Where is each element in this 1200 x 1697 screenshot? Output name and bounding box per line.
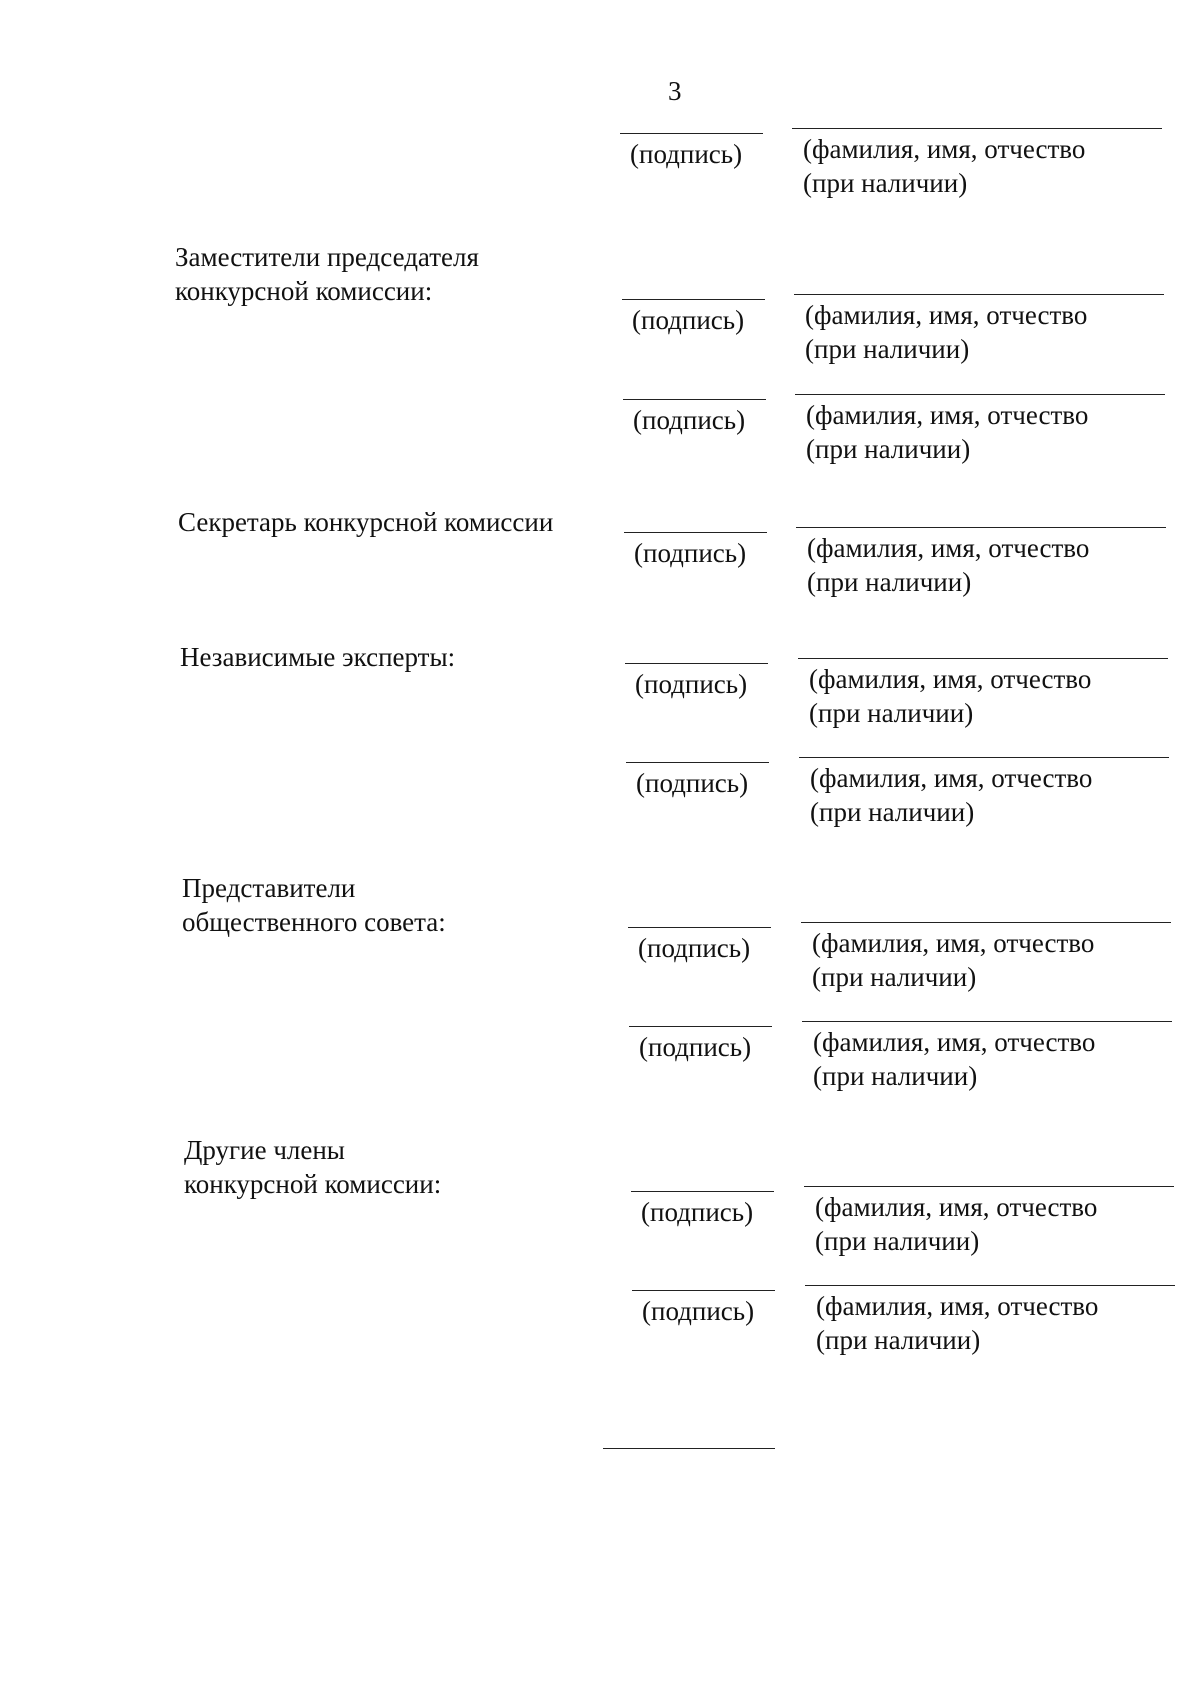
signature-line	[626, 762, 769, 763]
name-line	[804, 1186, 1174, 1187]
label-line: конкурсной комиссии:	[184, 1169, 442, 1199]
section-label-other-members	[184, 1133, 441, 1201]
name-line	[795, 394, 1165, 395]
section-label-public-council	[182, 871, 446, 939]
name-line	[802, 1021, 1172, 1022]
signature-caption: (подпись)	[634, 538, 747, 568]
signature-caption: (подпись)	[638, 933, 751, 963]
signature-line	[629, 1026, 772, 1027]
signature-caption: (подпись)	[635, 669, 748, 699]
signature-line	[624, 532, 767, 533]
signature-line	[628, 927, 771, 928]
label-line: Заместители председателя	[175, 242, 479, 272]
name-caption: (фамилия, имя, отчество (при наличии)	[816, 1291, 1099, 1355]
signature-caption: (подпись)	[630, 139, 743, 169]
name-line	[794, 294, 1164, 295]
section-label-independent-experts	[180, 640, 455, 674]
label-line: общественного совета:	[182, 907, 446, 937]
page-number: 3	[668, 76, 682, 106]
signature-caption: (подпись)	[642, 1296, 755, 1326]
signature-line	[623, 399, 766, 400]
name-caption: (фамилия, имя, отчество (при наличии)	[813, 1027, 1096, 1091]
signature-line	[632, 1290, 775, 1291]
name-line	[796, 527, 1166, 528]
end-of-document-line	[603, 1448, 775, 1449]
section-label-secretary	[178, 505, 553, 539]
name-caption: (фамилия, имя, отчество (при наличии)	[815, 1192, 1098, 1256]
name-line	[805, 1285, 1175, 1286]
label-line: Другие члены	[184, 1135, 345, 1165]
name-line	[801, 922, 1171, 923]
signature-line	[625, 663, 768, 664]
signature-caption: (подпись)	[641, 1197, 754, 1227]
signature-caption: (подпись)	[633, 405, 746, 435]
signature-caption: (подпись)	[639, 1032, 752, 1062]
name-caption: (фамилия, имя, отчество (при наличии)	[810, 763, 1093, 827]
name-caption: (фамилия, имя, отчество (при наличии)	[803, 134, 1086, 198]
name-line	[799, 757, 1169, 758]
signature-caption: (подпись)	[632, 305, 745, 335]
name-caption: (фамилия, имя, отчество (при наличии)	[809, 664, 1092, 728]
name-caption: (фамилия, имя, отчество (при наличии)	[805, 300, 1088, 364]
signature-line	[622, 299, 765, 300]
signature-line	[620, 133, 763, 134]
name-caption: (фамилия, имя, отчество (при наличии)	[806, 400, 1089, 464]
label-line: конкурсной комиссии:	[175, 276, 433, 306]
name-line	[798, 658, 1168, 659]
name-caption: (фамилия, имя, отчество (при наличии)	[807, 533, 1090, 597]
signature-caption: (подпись)	[636, 768, 749, 798]
name-line	[792, 128, 1162, 129]
signature-line	[631, 1191, 774, 1192]
label-line: Секретарь конкурсной комиссии	[178, 507, 554, 537]
section-label-deputy-chairmen	[175, 240, 479, 308]
name-caption: (фамилия, имя, отчество (при наличии)	[812, 928, 1095, 992]
label-line: Представители	[182, 873, 356, 903]
label-line: Независимые эксперты:	[180, 642, 456, 672]
